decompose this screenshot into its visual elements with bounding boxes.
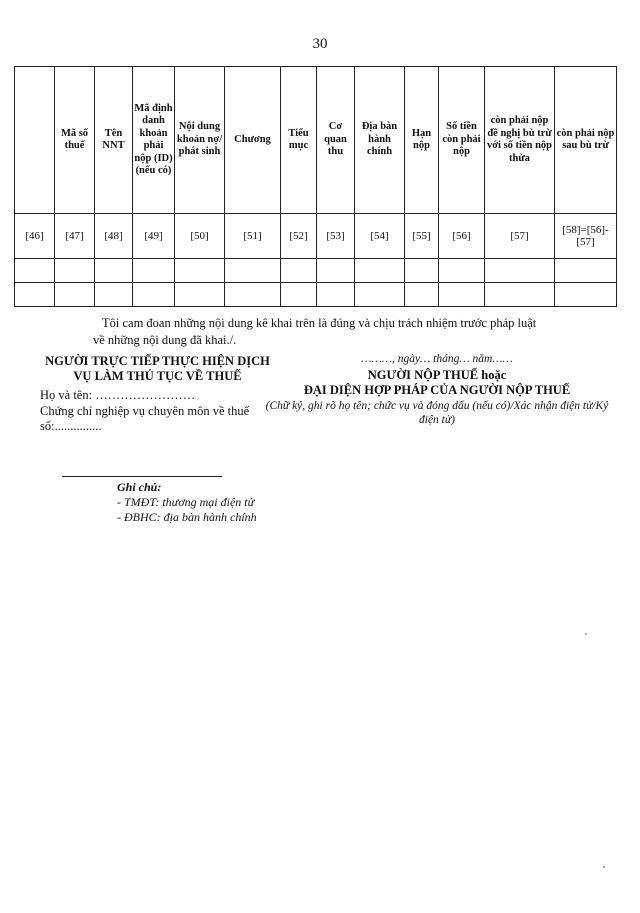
- page-number: 30: [312, 36, 328, 52]
- table-cell[interactable]: [485, 259, 555, 283]
- code-cell: [46]: [15, 214, 55, 259]
- table-header-row: [15, 67, 617, 214]
- code-cell: [55]: [405, 214, 439, 259]
- table-cell[interactable]: [355, 283, 405, 307]
- code-cell: [52]: [281, 214, 317, 259]
- notes-divider: [62, 476, 222, 477]
- date-line: ………, ngày… tháng… năm……: [361, 353, 513, 365]
- header-cell: Cơ quan thu: [317, 67, 355, 214]
- table-cell[interactable]: [225, 259, 281, 283]
- table-cell[interactable]: [133, 259, 175, 283]
- header-cell: còn phải nộp đề nghị bù trừ với số tiền nộp thừa: [485, 67, 555, 214]
- scan-speck: [585, 633, 587, 635]
- header-cell: còn phải nộp sau bù trừ: [555, 67, 617, 214]
- declaration-statement: [93, 315, 622, 349]
- table-cell[interactable]: [485, 283, 555, 307]
- table-cell[interactable]: [95, 283, 133, 307]
- table-row: [15, 283, 617, 307]
- note-item: - ĐBHC: địa bàn hành chính: [117, 510, 257, 524]
- table-cell[interactable]: [225, 283, 281, 307]
- table-cell[interactable]: [405, 259, 439, 283]
- code-cell: [48]: [95, 214, 133, 259]
- signature-instructions: (Chữ ký, ghi rõ họ tên; chức vụ và đóng dấu (nếu có)/Xác nhận điện tử/Ký điện tử): [265, 399, 609, 426]
- table-cell[interactable]: [95, 259, 133, 283]
- header-cell: Tiểu mục: [281, 67, 317, 214]
- table-cell[interactable]: [15, 283, 55, 307]
- notes-title: Ghi chú:: [117, 480, 162, 494]
- header-cell: Số tiền còn phải nộp: [439, 67, 485, 214]
- statement-line-1: Tôi cam đoan những nội dung kê khai trên là đúng và chịu trách nhiệm trước pháp luật: [102, 316, 537, 330]
- agent-name-field[interactable]: Họ và tên: ……………………: [40, 388, 196, 402]
- table-cell[interactable]: [439, 259, 485, 283]
- table-cell[interactable]: [175, 259, 225, 283]
- header-cell: Mã số thuế: [55, 67, 95, 214]
- table-cell[interactable]: [555, 283, 617, 307]
- table-cell[interactable]: [15, 259, 55, 283]
- taxpayer-signature-block: [264, 352, 610, 428]
- code-cell: [58]=[56]-[57]: [555, 214, 617, 259]
- tax-debt-table: [14, 66, 617, 307]
- representative-title: ĐẠI DIỆN HỢP PHÁP CỦA NGƯỜI NỘP THUẾ: [303, 383, 571, 397]
- header-cell: Địa bàn hành chính: [355, 67, 405, 214]
- header-cell: Tên NNT: [95, 67, 133, 214]
- table-cell[interactable]: [317, 259, 355, 283]
- table-cell[interactable]: [405, 283, 439, 307]
- code-cell: [54]: [355, 214, 405, 259]
- code-cell: [57]: [485, 214, 555, 259]
- table-row: [15, 259, 617, 283]
- header-cell: Hạn nộp: [405, 67, 439, 214]
- code-cell: [50]: [175, 214, 225, 259]
- table-cell[interactable]: [439, 283, 485, 307]
- agent-title: NGƯỜI TRỰC TIẾP THỰC HIỆN DỊCH VỤ LÀM THỦ TỤC VỀ THUẾ: [45, 354, 270, 383]
- table-cell[interactable]: [281, 283, 317, 307]
- table-cell[interactable]: [133, 283, 175, 307]
- table-cell[interactable]: [55, 259, 95, 283]
- code-cell: [51]: [225, 214, 281, 259]
- agent-certificate-field[interactable]: Chứng chỉ nghiệp vụ chuyên môn về thuế số:...............: [40, 403, 250, 433]
- table-cell[interactable]: [355, 259, 405, 283]
- header-cell: Chương: [225, 67, 281, 214]
- code-cell: [47]: [55, 214, 95, 259]
- notes-section: [117, 480, 417, 525]
- header-cell: Mã định danh khoản phải nộp (ID) (nếu có): [133, 67, 175, 214]
- code-cell: [53]: [317, 214, 355, 259]
- note-item: - TMĐT: thương mại điện tử: [117, 495, 255, 509]
- table-cell[interactable]: [55, 283, 95, 307]
- code-cell: [56]: [439, 214, 485, 259]
- statement-line-2: về những nội dung đã khai./.: [93, 333, 237, 347]
- agent-signature-block: [40, 354, 275, 435]
- table-code-row: [15, 214, 617, 259]
- table-cell[interactable]: [281, 259, 317, 283]
- header-cell: [15, 67, 55, 214]
- code-cell: [49]: [133, 214, 175, 259]
- table-cell[interactable]: [555, 259, 617, 283]
- header-cell: Nội dung khoản nợ/ phát sinh: [175, 67, 225, 214]
- table-cell[interactable]: [317, 283, 355, 307]
- taxpayer-title: NGƯỜI NỘP THUẾ hoặc: [367, 367, 507, 382]
- scan-speck: [603, 866, 605, 868]
- table-cell[interactable]: [175, 283, 225, 307]
